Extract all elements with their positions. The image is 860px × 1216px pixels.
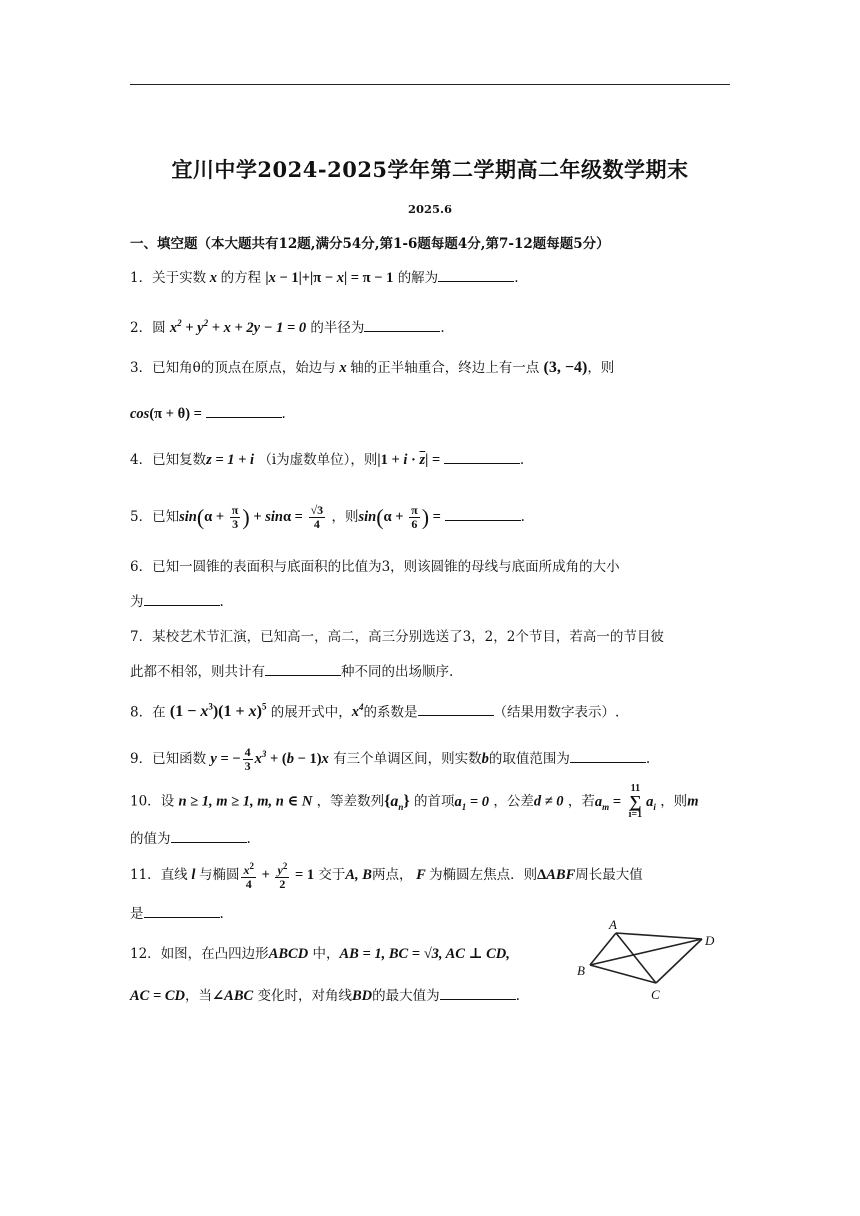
question-11-line2: 是 . [130,906,224,922]
question-3-line2: cos(π + θ) = . [130,406,286,422]
question-6: 6．已知一圆锥的表面积与底面积的比值为3，则该圆锥的母线与底面所成角的大小 [130,559,620,575]
label-C: C [651,987,660,1002]
answer-blank[interactable] [444,450,520,464]
answer-blank[interactable] [364,318,440,332]
question-8: 8．在 $(1 - x^3)(1 + x)^5$ 的展开式中，$x^4$的系数是 （结果用数字表示）. [130,702,620,721]
question-4: 4．已知复数z = 1 + i （i为虚数单位），则$|1 + i \cdot \overline{z}|$ = . [130,452,525,468]
answer-blank[interactable] [144,904,220,918]
page-title: 宜川中学2024-2025学年第二学期高二年级数学期末 [171,157,689,182]
question-5: 5．已知sin(α + $\frac{\pi}{3}$ ) + sinα = $\frac{√3}{4}$ ，则sin(α + $\frac{\pi}{6}$ ) = . [130,503,525,531]
question-11: 11．直线 l 与椭圆 $\frac{x^2}{4}$ + $\frac{y^2}{2}$ = 1 交于A, B两点， F 为椭圆左焦点．则ΔABF周长最大值 [130,861,643,891]
answer-blank[interactable] [418,702,494,716]
question-6-line2: 为 . [130,594,224,610]
question-10: 10．设 n ≥ 1, m ≥ 1, m, n ∈ N ，等差数列$\{a_n\}$ 的首项$a_1 = 0$ ，公差d ≠ 0 ，若$a_m$ = 11 ∑ i=1 $a_i$ ，则m [130,783,699,820]
exam-date: 2025.6 [407,202,452,216]
answer-blank[interactable] [144,592,220,606]
top-rule [130,84,730,85]
answer-blank[interactable] [445,507,521,521]
question-12: 12．如图，在凸四边形ABCD 中，AB = 1, BC = √3, AC ⊥ CD, [130,946,510,962]
question-1: 1．关于实数 x 的方程 |x − 1|+|π − x| = π − 1 的解为 . [130,270,519,286]
section-heading: 一、填空题（本大题共有12题,满分54分,第1-6题每题4分,第7-12题每题5分） [130,236,610,252]
answer-blank[interactable] [171,829,247,843]
diagonal-BD [590,939,702,965]
answer-blank[interactable] [438,268,514,282]
answer-blank[interactable] [440,986,516,1000]
label-A: A [609,917,617,932]
question-7: 7．某校艺术节汇演，已知高一，高二，高三分别选送了3，2，2个节目，若高一的节目彼 [130,629,664,645]
question-7-line2: 此都不相邻，则共计有 种不同的出场顺序. [130,664,454,680]
answer-blank[interactable] [570,749,646,763]
question-9: 9．已知函数 y = − $\frac{4}{3}$ $x^3 + (b - 1)x$ 有三个单调区间，则实数b的取值范围为 . [130,744,651,773]
label-D: D [705,933,715,948]
edge-CB [590,965,656,983]
edge-AD [616,933,702,939]
edge-DC [656,939,702,983]
label-B: B [577,963,585,978]
question-12-line2: AC = CD，当∠ABC 变化时，对角线BD的最大值为 . [130,988,520,1004]
question-2: 2．圆 $x^2 + y^2 + x + 2y - 1 = 0$ 的半径为 . [130,318,445,336]
question-10-line2: 的值为 . [130,831,251,847]
answer-blank[interactable] [206,404,282,418]
quadrilateral-figure [572,915,732,1005]
question-3: 3．已知角θ的顶点在原点，始边与 x 轴的正半轴重合，终边上有一点 (3, −4)，则 [130,359,615,376]
answer-blank[interactable] [265,662,341,676]
